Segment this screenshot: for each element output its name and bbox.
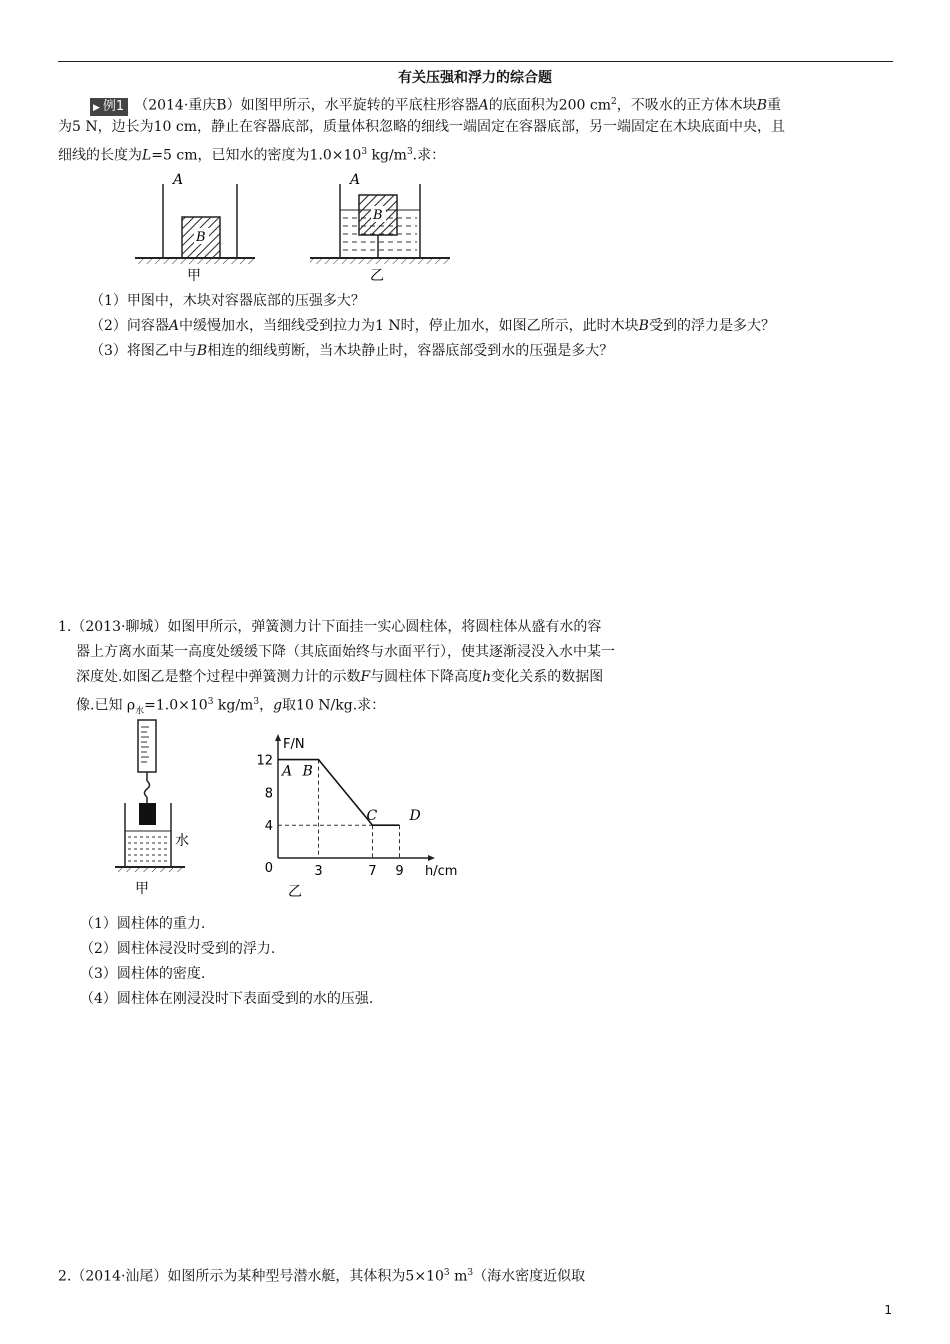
- spring-scale-figure: [105, 715, 200, 900]
- point-label-a: A: [282, 763, 293, 780]
- problem2-line-1: 2.（2014·汕尾）如图所示为某种型号潜水艇，其体积为$5\times 10^3$ $m^3$（海水密度近似取: [58, 1268, 586, 1285]
- x-axis-arrow-icon: [428, 855, 435, 861]
- header-rule: [58, 61, 893, 62]
- point-label-c: C: [366, 808, 378, 825]
- water-label: 水: [175, 833, 189, 849]
- point-label-d: D: [409, 808, 421, 825]
- page-number: 1: [884, 1303, 892, 1317]
- force-height-chart: [245, 728, 458, 900]
- x-tick-label: 7: [368, 864, 377, 879]
- caption-yi-2: 乙: [288, 884, 302, 900]
- problem1-line-4: 像.已知 $\rho_水=1.0\times 10^3$ $kg/m^3$，g取10 N/kg.求：: [76, 697, 386, 717]
- play-icon: ▶: [93, 102, 100, 113]
- y-axis-arrow-icon: [275, 734, 281, 741]
- problem1-line-2: 器上方离水面某一高度处缓缓下降（其底面始终与水面平行），使其逐渐浸没入水中某一: [76, 644, 615, 660]
- force-series-line: [278, 760, 400, 826]
- example-question-1: （1）甲图中，木块对容器底部的压强多大？: [90, 293, 365, 309]
- caption-yi: 乙: [370, 268, 384, 284]
- example-line-3: 细线的长度为L=5 cm，已知水的密度为$1.0\times 10^3$ $kg/m^3$.求：: [58, 147, 446, 164]
- example-line-1: ▶ 例1 （2014·重庆B）如图甲所示，水平旋转的平底柱形容器A的底面积为200 $cm^2$，不吸水的正方体木块B重: [90, 92, 781, 116]
- problem1-question-4: （4）圆柱体在刚浸没时下表面受到的水的压强.: [80, 991, 374, 1007]
- problem1-question-1: （1）圆柱体的重力.: [80, 916, 206, 932]
- y-tick-label: 0: [264, 861, 273, 876]
- label-a-yi: A: [350, 172, 361, 188]
- example-badge: ▶ 例1: [90, 98, 128, 116]
- label-b-yi: B: [373, 208, 383, 223]
- container-figure: [130, 170, 460, 285]
- page-title: 有关压强和浮力的综合题: [398, 70, 552, 86]
- x-axis-label: h/cm: [425, 864, 458, 879]
- spring-scale-body: [138, 720, 156, 772]
- label-b-jia: B: [196, 230, 206, 245]
- y-axis-label: F/N: [283, 737, 305, 752]
- example-question-3: （3）将图乙中与B相连的细线剪断，当木块静止时，容器底部受到水的压强是多大？: [90, 343, 614, 359]
- x-tick-label: 3: [314, 864, 323, 879]
- caption-jia-2: 甲: [135, 881, 149, 897]
- caption-jia: 甲: [187, 268, 201, 284]
- y-tick-label: 4: [264, 819, 273, 835]
- point-label-b: B: [302, 763, 313, 780]
- problem1-question-3: （3）圆柱体的密度.: [80, 966, 206, 982]
- figure-yi: [310, 172, 450, 284]
- problem1-question-2: （2）圆柱体浸没时受到的浮力.: [80, 941, 276, 957]
- problem1-line-1: 1.（2013·聊城）如图甲所示，弹簧测力计下面挂一实心圆柱体，将圆柱体从盛有水的容: [58, 619, 602, 635]
- example-question-2: （2）问容器A中缓慢加水，当细线受到拉力为1 N时，停止加水，如图乙所示，此时木块B受到的浮力是多大？: [90, 318, 775, 334]
- figure-jia: [135, 172, 255, 284]
- y-tick-label: 12: [256, 753, 273, 769]
- y-tick-label: 8: [264, 786, 273, 802]
- problem1-line-3: 深度处.如图乙是整个过程中弹簧测力计的示数F与圆柱体下降高度h变化关系的数据图: [76, 669, 604, 685]
- cylinder: [139, 803, 156, 825]
- x-tick-label: 9: [395, 864, 404, 879]
- example-line-2: 为5 N，边长为10 cm，静止在容器底部，质量体积忽略的细线一端固定在容器底部，另一端固定在木块底面中央，且: [58, 119, 785, 135]
- label-a-jia: A: [173, 172, 184, 188]
